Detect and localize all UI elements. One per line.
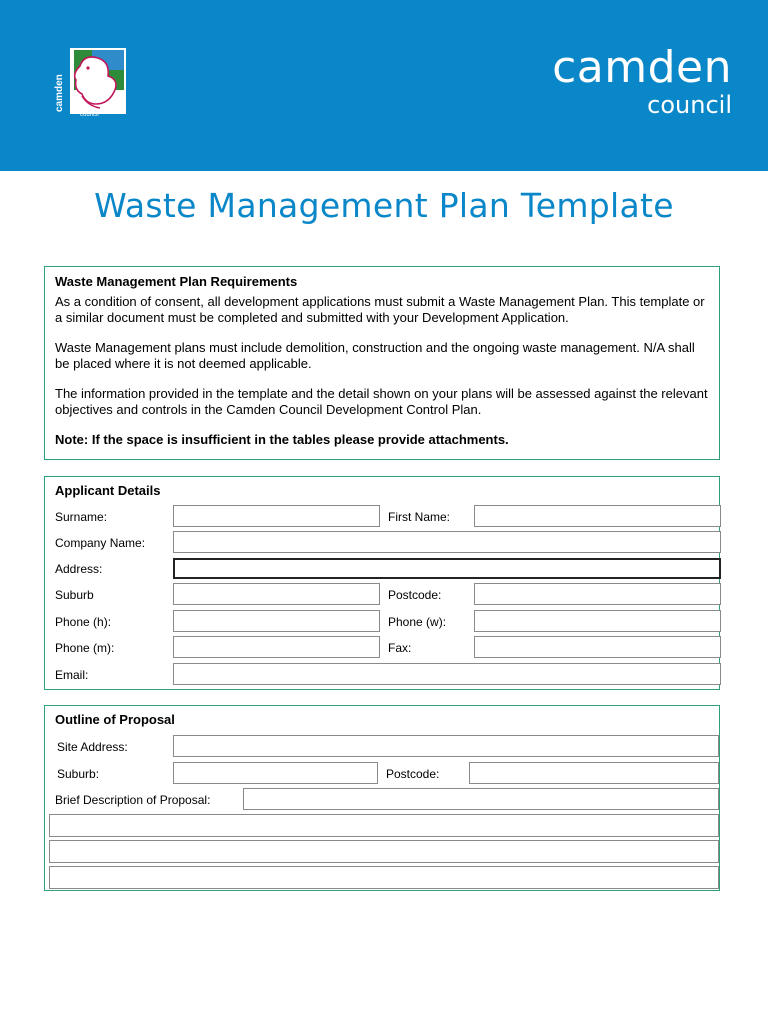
first-name-field[interactable] [474, 505, 721, 527]
fax-field[interactable] [474, 636, 721, 658]
description-line-1[interactable] [49, 814, 719, 837]
address-field[interactable] [173, 558, 721, 579]
proposal-heading: Outline of Proposal [55, 712, 175, 727]
surname-label: Surname: [55, 510, 108, 524]
description-field[interactable] [243, 788, 719, 810]
site-address-field[interactable] [173, 735, 719, 757]
logo-subtext: council [80, 112, 99, 118]
site-address-label: Site Address: [57, 740, 128, 754]
outline-of-proposal-panel [44, 705, 720, 891]
suburb-label: Suburb [55, 588, 94, 602]
brand-block [552, 44, 732, 118]
requirements-para-1: As a condition of consent, all development applications must submit a Waste Management Plan. This template or a similar document must be completed and submitted with your Development Application. [55, 294, 705, 325]
surname-field[interactable] [173, 505, 380, 527]
proposal-suburb-field[interactable] [173, 762, 378, 784]
requirements-note: Note: If the space is insufficient in the tables please provide attachments. [55, 432, 509, 447]
phone-m-label: Phone (m): [55, 641, 115, 655]
applicant-heading: Applicant Details [55, 483, 161, 498]
suburb-field[interactable] [173, 583, 380, 605]
proposal-postcode-label: Postcode: [386, 767, 440, 781]
proposal-postcode-field[interactable] [469, 762, 719, 784]
requirements-para-2: Waste Management plans must include demolition, construction and the ongoing waste management. N/A shall be placed where it is not deemed applicable. [55, 340, 695, 371]
proposal-suburb-label: Suburb: [57, 767, 100, 781]
description-line-2[interactable] [49, 840, 719, 863]
requirements-heading: Waste Management Plan Requirements [55, 274, 298, 289]
description-line-3[interactable] [49, 866, 719, 889]
email-label: Email: [55, 668, 89, 682]
applicant-details-panel [44, 476, 720, 690]
phone-h-label: Phone (h): [55, 615, 112, 629]
brand-sub: council [647, 91, 732, 119]
logo-wordmark: camden [54, 74, 65, 112]
fax-label: Fax: [388, 641, 412, 655]
postcode-label: Postcode: [388, 588, 442, 602]
page-title: Waste Management Plan Template [94, 186, 674, 225]
address-label: Address: [55, 562, 103, 576]
first-name-label: First Name: [388, 510, 451, 524]
brand-name: camden [552, 42, 732, 93]
company-name-field[interactable] [173, 531, 721, 553]
email-field[interactable] [173, 663, 721, 685]
phone-h-field[interactable] [173, 610, 380, 632]
postcode-field[interactable] [474, 583, 721, 605]
phone-m-field[interactable] [173, 636, 380, 658]
requirements-para-3: The information provided in the template and the detail shown on your plans will be assessed against the relevant objectives and controls in the Camden Council Development Control Plan. [55, 386, 708, 417]
company-name-label: Company Name: [55, 536, 146, 550]
requirements-panel [44, 266, 720, 460]
phone-w-label: Phone (w): [388, 615, 447, 629]
header-banner [0, 0, 768, 171]
description-label: Brief Description of Proposal: [55, 793, 211, 807]
phone-w-field[interactable] [474, 610, 721, 632]
camden-council-logo [52, 46, 128, 118]
